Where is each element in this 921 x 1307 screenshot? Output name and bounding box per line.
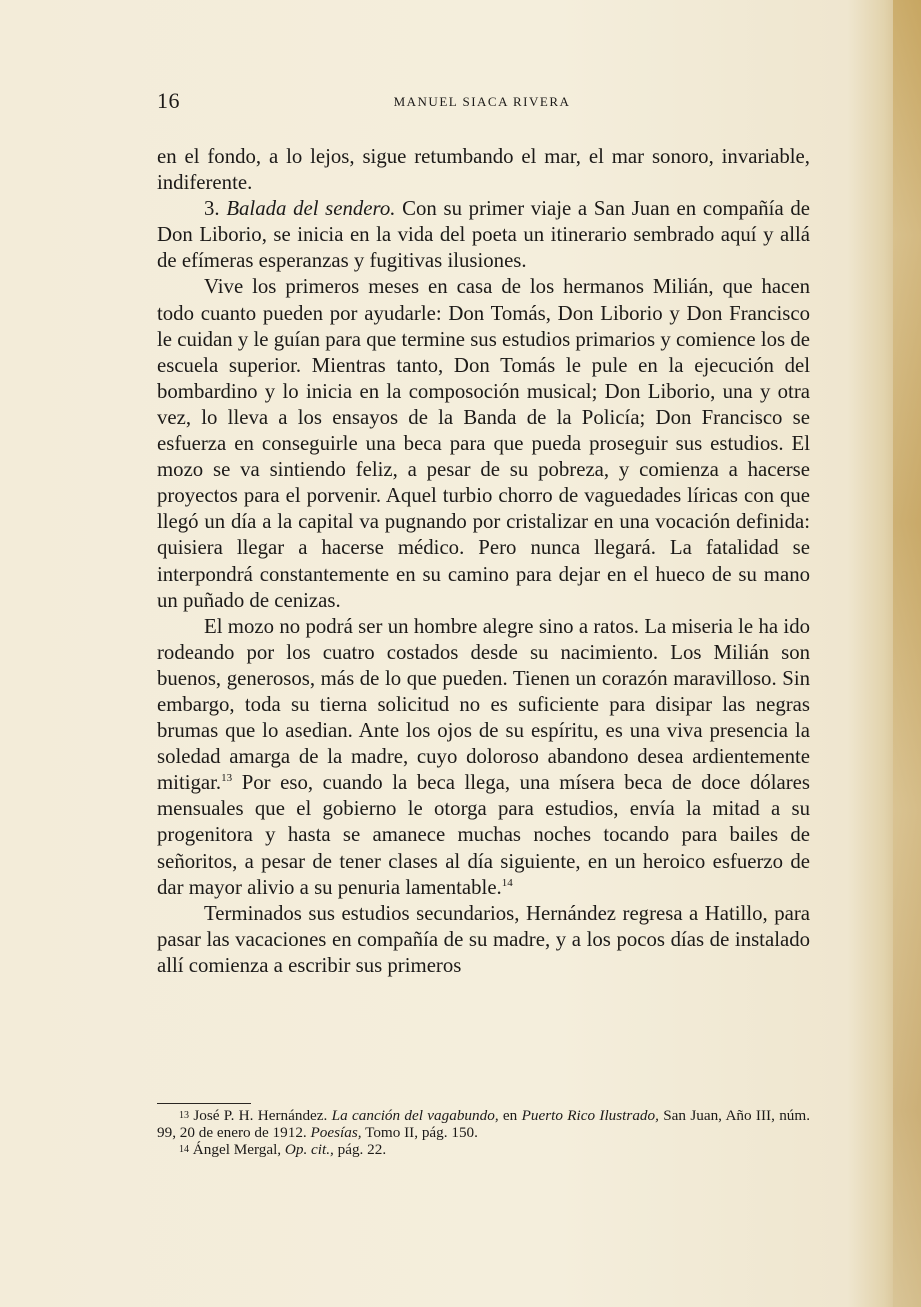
page-header xyxy=(157,88,807,118)
footnote-title: Op. cit., xyxy=(284,1141,334,1158)
page-number: 16 xyxy=(157,88,180,113)
footnote-rule xyxy=(157,1103,251,1104)
footnote-13 xyxy=(157,1107,810,1141)
section-number: 3. xyxy=(204,197,220,221)
footnote-14 xyxy=(157,1141,810,1158)
footnote-book: Poesías, xyxy=(310,1124,362,1141)
paragraph-4-text-b: Por eso, cuando la beca llega, una mísera beca de doce dólares mensuales que el gobierno le otorga para estudios, envía la mitad a su progenitora y hasta se amanece muchas noches tocando para bailes de señoritos, a pesar de tener clases al día siguiente, en un heroico esfuerzo de dar mayor alivio a su penuria lamentable. xyxy=(157,771,810,899)
paragraph-1: en el fondo, a lo lejos, sigue retumbando el mar, el mar sonoro, invariable, indiferente. xyxy=(157,145,810,195)
footnote-rest-b: Tomo II, pág. 150. xyxy=(361,1124,478,1141)
footnote-journal: Puerto Rico Ilustrado, xyxy=(521,1107,659,1124)
paragraph-5: Terminados sus estudios secundarios, Hernández regresa a Hatillo, para pasar las vacaciones en compañía de su madre, y a los pocos días de instalado allí comienza a escribir sus primeros xyxy=(157,901,810,977)
body-text xyxy=(157,144,810,979)
page-edge-stain xyxy=(893,0,921,1307)
footnotes xyxy=(157,1107,810,1158)
footnote-ref-13: 13 xyxy=(221,772,233,785)
footnote-mid: , en xyxy=(494,1107,522,1124)
footnote-rest-a: San Juan, Año III, núm. 99, 20 de enero de 1912. xyxy=(157,1107,811,1141)
section-title: Balada del sendero. xyxy=(226,197,396,221)
footnote-author: Ángel Mergal, xyxy=(192,1141,282,1158)
running-head: MANUEL SIACA RIVERA xyxy=(393,94,571,109)
footnote-number: 14 xyxy=(179,1144,189,1155)
paragraph-2 xyxy=(157,196,810,274)
footnote-ref-14: 14 xyxy=(501,876,513,889)
footnote-title: La canción del vagabundo xyxy=(331,1107,495,1124)
paragraph-4 xyxy=(157,614,810,901)
footnote-author: José P. H. Hernández. xyxy=(193,1107,328,1124)
paragraph-3: Vive los primeros meses en casa de los hermanos Milián, que hacen todo cuanto pueden por ayudarle: Don Tomás, Don Liborio y Don Francisco le cuidan y le guían para que termine sus estudios primarios y comience los de escuela superior. Mientras tanto, Don Tomás le pule en la ejecución del bombardino y lo inicia en la composoción musical; Don Liborio, una y otra vez, lo lleva a los ensayos de la Banda de la Policía; Don Francisco se esfuerza en conseguirle una beca para que pueda proseguir sus estudios. El mozo se va sintiendo feliz, a pesar de su pobreza, y comienza a hacerse proyectos para el porvenir. Aquel turbio chorro de vaguedades líricas con que llegó un día a la capital va pugnando por cristalizar en una vocación definida: quisiera llegar a hacerse médico. Pero nunca llegará. La fatalidad se interpondrá constantemente en su camino para dejar en el hueco de su mano un puñado de cenizas. xyxy=(157,275,810,612)
paragraph-4-text-a: El mozo no podrá ser un hombre alegre sino a ratos. La miseria le ha ido rodeando por los cuatro costados desde su nacimiento. Los Milián son buenos, generosos, más de lo que pueden. Tienen un corazón maravilloso. Sin embargo, toda su tierna solicitud no es suficiente para disipar las negras brumas que lo asedian. Ante los ojos de su espíritu, es una viva presencia la soledad amarga de la madre, cuyo doloroso abandono desea ardientemente mitigar. xyxy=(157,614,810,795)
paragraph-2-text: Con su primer viaje a San Juan en compañía de Don Liborio, se inicia en la vida del poeta un itinerario sembrado aquí y allá de efímeras esperanzas y fugitivas ilusiones. xyxy=(157,197,811,273)
footnote-rest: pág. 22. xyxy=(333,1141,387,1158)
footnote-number: 13 xyxy=(179,1110,189,1121)
